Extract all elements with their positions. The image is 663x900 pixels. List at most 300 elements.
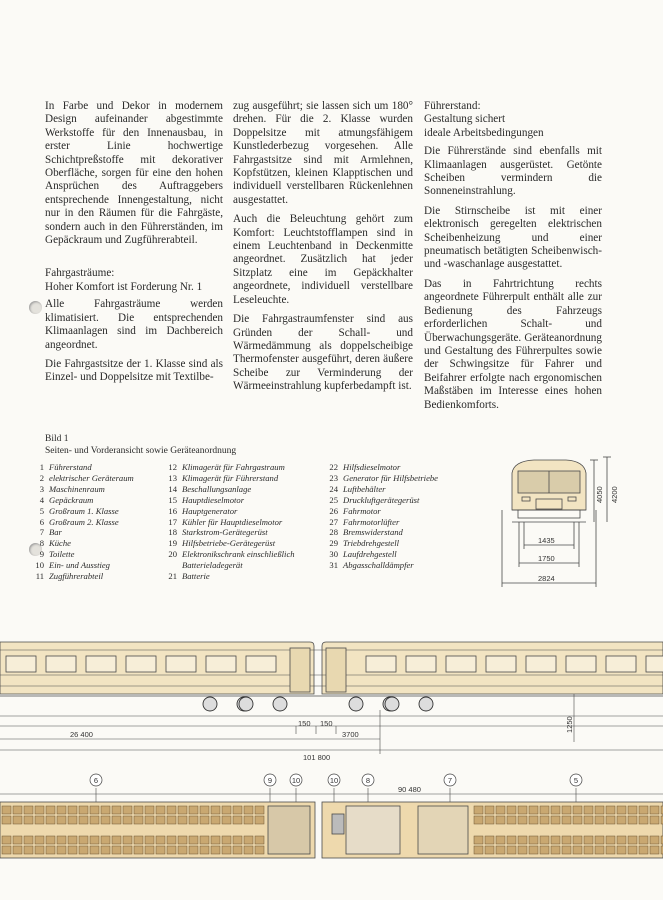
seat bbox=[189, 806, 198, 814]
seat bbox=[507, 806, 516, 814]
seat bbox=[90, 846, 99, 854]
seat bbox=[529, 806, 538, 814]
legend-text: Abgasschalldämpfer bbox=[343, 560, 414, 571]
seat bbox=[595, 846, 604, 854]
seat bbox=[211, 806, 220, 814]
legend-item bbox=[30, 571, 134, 582]
seat bbox=[35, 806, 44, 814]
seat bbox=[79, 836, 88, 844]
paragraph: Die Stirnscheibe ist mit einer elektronisch geregelten elektrischen Scheibenheizung und einer pneumatisch betätigten Scheibenwisch- und -waschanlage ausgestattet. bbox=[424, 204, 602, 271]
seat bbox=[507, 816, 516, 824]
seat bbox=[167, 846, 176, 854]
seat bbox=[200, 806, 209, 814]
seat bbox=[529, 816, 538, 824]
legend-item bbox=[324, 484, 438, 495]
legend-item bbox=[163, 462, 295, 473]
legend-number: 1 bbox=[39, 462, 44, 472]
legend-text: Kühler für Hauptdieselmotor bbox=[182, 516, 283, 527]
legend-item bbox=[30, 517, 134, 528]
legend-number: 4 bbox=[39, 494, 44, 505]
legend-item bbox=[30, 473, 134, 484]
seat bbox=[57, 836, 66, 844]
car-window bbox=[446, 656, 476, 672]
legend-item bbox=[30, 549, 134, 560]
legend-text: Beschallungsanlage bbox=[182, 483, 252, 494]
seat bbox=[595, 836, 604, 844]
seat bbox=[628, 806, 637, 814]
heading-line: Gestaltung sichert bbox=[424, 113, 506, 126]
legend-text: Ein- und Ausstieg bbox=[49, 560, 110, 571]
legend-item bbox=[30, 462, 134, 473]
seat bbox=[13, 836, 22, 844]
seat bbox=[68, 836, 77, 844]
legend-item bbox=[30, 484, 134, 495]
paragraph: Die Führerstände sind ebenfalls mit Klimaanlagen ausgerüstet. Getönte Scheiben vermindern die Sonneneinstrahlung. bbox=[424, 145, 602, 198]
seat bbox=[639, 806, 648, 814]
seat bbox=[35, 846, 44, 854]
seat bbox=[134, 836, 143, 844]
seat bbox=[200, 816, 209, 824]
legend-item bbox=[324, 527, 438, 538]
bogie-wheel bbox=[419, 697, 433, 711]
seat bbox=[540, 836, 549, 844]
legend-text: Großraum 2. Klasse bbox=[49, 516, 119, 527]
seat bbox=[68, 806, 77, 814]
seat bbox=[474, 846, 483, 854]
seat bbox=[167, 816, 176, 824]
heading-line: Hoher Komfort ist Forderung Nr. 1 bbox=[45, 280, 203, 293]
dim-label: 1435 bbox=[538, 536, 555, 545]
seat bbox=[573, 806, 582, 814]
car-window bbox=[46, 656, 76, 672]
text-column-1 bbox=[45, 100, 223, 391]
seat bbox=[112, 846, 121, 854]
dim-label: 1250 bbox=[565, 716, 574, 733]
seat bbox=[13, 806, 22, 814]
seat bbox=[101, 806, 110, 814]
seat bbox=[485, 806, 494, 814]
seat bbox=[134, 806, 143, 814]
legend-number: 25 bbox=[329, 494, 338, 505]
seat bbox=[134, 846, 143, 854]
legend-text: Bar bbox=[49, 527, 62, 538]
figure-caption-text: Seiten- und Vorderansicht sowie Geräteanordnung bbox=[45, 446, 237, 456]
seat bbox=[584, 836, 593, 844]
legend-item bbox=[30, 527, 134, 538]
seat bbox=[507, 836, 516, 844]
seat bbox=[101, 816, 110, 824]
seat bbox=[595, 816, 604, 824]
bogie-wheel bbox=[273, 697, 287, 711]
dim-label: 150 bbox=[320, 719, 333, 728]
seat bbox=[46, 846, 55, 854]
callout-number: 8 bbox=[365, 776, 371, 785]
seat bbox=[617, 806, 626, 814]
seat bbox=[584, 816, 593, 824]
seat bbox=[507, 846, 516, 854]
seat bbox=[79, 806, 88, 814]
legend-text: Hauptdieselmotor bbox=[182, 494, 245, 505]
legend-number: 18 bbox=[168, 527, 177, 538]
heading-line: Führerstand: bbox=[424, 100, 481, 112]
legend-number: 21 bbox=[168, 571, 177, 582]
seat bbox=[200, 836, 209, 844]
legend-number: 19 bbox=[168, 538, 177, 549]
legend-text: Hilfsdieselmotor bbox=[343, 462, 401, 472]
dim-label: 90 480 bbox=[398, 785, 421, 794]
legend-item bbox=[163, 495, 295, 506]
seat bbox=[79, 846, 88, 854]
seat bbox=[562, 806, 571, 814]
legend-text: Triebdrehgestell bbox=[343, 538, 400, 549]
seat bbox=[650, 836, 659, 844]
seat bbox=[540, 846, 549, 854]
seat bbox=[101, 846, 110, 854]
seat bbox=[551, 846, 560, 854]
legend-item bbox=[163, 484, 295, 495]
seat bbox=[518, 816, 527, 824]
seat bbox=[2, 846, 11, 854]
seat bbox=[222, 816, 231, 824]
seat bbox=[496, 806, 505, 814]
seat bbox=[145, 846, 154, 854]
legend-item bbox=[30, 495, 134, 506]
plan-view-drawing bbox=[0, 772, 663, 900]
seat bbox=[573, 846, 582, 854]
seat bbox=[540, 806, 549, 814]
legend-text: Starkstrom-Gerätegerüst bbox=[182, 527, 268, 538]
seat bbox=[178, 806, 187, 814]
dim-label: 4050 bbox=[595, 486, 604, 503]
seat bbox=[551, 836, 560, 844]
dim-label: 2824 bbox=[538, 574, 555, 583]
paragraph: zug ausgeführt; sie lassen sich um 180° drehen. Für die 2. Klasse wurden Doppelsitze mit atmungsfähigem Kunstlederbezug vorgesehen. Alle Fahrgastsitze sind mit Armlehnen, Kopfstützen, kleinen Klapptischen und individuell verstellbaren Rückenlehnen ausgestattet. bbox=[233, 100, 413, 206]
seat bbox=[474, 806, 483, 814]
legend-text: Fahrmotorlüfter bbox=[343, 516, 400, 527]
seat bbox=[485, 816, 494, 824]
car-window bbox=[246, 656, 276, 672]
seat bbox=[595, 806, 604, 814]
seat bbox=[222, 806, 231, 814]
seat bbox=[255, 846, 264, 854]
seat bbox=[13, 816, 22, 824]
bogie-wheel bbox=[203, 697, 217, 711]
seat bbox=[540, 816, 549, 824]
car-window bbox=[366, 656, 396, 672]
seat bbox=[2, 816, 11, 824]
seat bbox=[529, 836, 538, 844]
legend-number: 16 bbox=[168, 505, 177, 516]
legend-text: Batterieladegerät bbox=[182, 560, 243, 571]
legend-number: 27 bbox=[329, 516, 338, 527]
seat bbox=[617, 816, 626, 824]
legend-text: Bremswiderstand bbox=[343, 527, 403, 538]
seat bbox=[167, 836, 176, 844]
legend-number: 29 bbox=[329, 538, 338, 549]
car-window bbox=[566, 656, 596, 672]
seat bbox=[606, 816, 615, 824]
car-window bbox=[166, 656, 196, 672]
legend-text: Generator für Hilfsbetriebe bbox=[343, 472, 438, 483]
car-window bbox=[526, 656, 556, 672]
seat bbox=[24, 816, 33, 824]
seat bbox=[628, 836, 637, 844]
seat bbox=[562, 816, 571, 824]
legend-item bbox=[324, 473, 438, 484]
figure-label: Bild 1 bbox=[45, 434, 69, 444]
legend-text: Großraum 1. Klasse bbox=[49, 505, 119, 516]
seat bbox=[244, 806, 253, 814]
seat bbox=[233, 806, 242, 814]
seat bbox=[244, 816, 253, 824]
seat bbox=[156, 806, 165, 814]
car-window bbox=[206, 656, 236, 672]
car-window bbox=[646, 656, 663, 672]
seat bbox=[255, 806, 264, 814]
paragraph: Die Fahrgastsitze der 1. Klasse sind als Einzel- und Doppelsitze mit Textilbe- bbox=[45, 357, 223, 384]
seat bbox=[24, 836, 33, 844]
text-column-3 bbox=[424, 100, 602, 418]
seat bbox=[90, 836, 99, 844]
seat bbox=[112, 816, 121, 824]
seat bbox=[178, 816, 187, 824]
seat bbox=[123, 846, 132, 854]
legend-item bbox=[324, 506, 438, 517]
legend-number: 10 bbox=[35, 560, 44, 571]
seat bbox=[518, 806, 527, 814]
legend-text: Hauptgenerator bbox=[182, 505, 238, 516]
legend-number: 6 bbox=[39, 516, 44, 527]
legend-text: Batterie bbox=[182, 571, 210, 582]
seat bbox=[606, 836, 615, 844]
seat bbox=[233, 816, 242, 824]
seat bbox=[189, 846, 198, 854]
legend-text: Klimagerät für Führerstand bbox=[182, 472, 279, 483]
seat bbox=[650, 846, 659, 854]
seat bbox=[13, 846, 22, 854]
dim-label: 101 800 bbox=[303, 753, 331, 762]
legend-number: 23 bbox=[329, 472, 338, 483]
legend-item bbox=[163, 473, 295, 484]
callout-number: 10 bbox=[329, 776, 339, 785]
seat bbox=[244, 836, 253, 844]
seat bbox=[485, 846, 494, 854]
legend-number: 9 bbox=[39, 549, 44, 560]
seat bbox=[639, 816, 648, 824]
legend-number: 20 bbox=[168, 549, 177, 560]
seat bbox=[211, 846, 220, 854]
seat bbox=[628, 816, 637, 824]
legend-text: Fahrmotor bbox=[343, 505, 381, 516]
legend-item bbox=[163, 527, 295, 538]
seat bbox=[178, 846, 187, 854]
seat bbox=[496, 846, 505, 854]
legend-text: Hilfsbetriebe-Gerätegerüst bbox=[182, 538, 276, 549]
legend-text: Maschinenraum bbox=[49, 483, 105, 494]
side-view-drawing bbox=[0, 630, 663, 765]
legend-text: Küche bbox=[49, 538, 71, 549]
seat bbox=[222, 836, 231, 844]
legend-number: 17 bbox=[168, 516, 177, 527]
seat bbox=[90, 816, 99, 824]
legend-item bbox=[324, 495, 438, 506]
seat bbox=[123, 816, 132, 824]
legend-number: 31 bbox=[329, 560, 338, 571]
seat bbox=[145, 806, 154, 814]
seat bbox=[189, 836, 198, 844]
seat bbox=[57, 816, 66, 824]
seat bbox=[551, 816, 560, 824]
dim-label: 3700 bbox=[342, 730, 359, 739]
paragraph: Auch die Beleuchtung gehört zum Komfort: Leuchtstofflampen sind in einem Leuchtenband in Deckenmitte angeordnet. Zusätzlich hat jeder Sitzplatz eine im Gepäckhalter angeordnete, individuell verstellbare Leseleuchte. bbox=[233, 213, 413, 306]
seat bbox=[79, 816, 88, 824]
seat bbox=[156, 846, 165, 854]
legend-number: 5 bbox=[39, 505, 44, 516]
seat bbox=[46, 816, 55, 824]
callout-number: 7 bbox=[447, 776, 453, 785]
seat bbox=[178, 836, 187, 844]
seat bbox=[496, 836, 505, 844]
dim-label: 4200 bbox=[610, 486, 619, 503]
seat bbox=[68, 846, 77, 854]
paragraph: Die Fahrgastraumfenster sind aus Gründen der Schall- und Wärmedämmung als doppelscheibige Thermofenster ausgeführt, deren äußere Scheibe zur Verminderung der Wärmeeinstrahlung kupferbedampft ist. bbox=[233, 313, 413, 393]
legend-item bbox=[163, 506, 295, 517]
legend-number: 24 bbox=[329, 483, 338, 494]
seat bbox=[35, 816, 44, 824]
heading-line: ideale Arbeitsbedingungen bbox=[424, 126, 544, 139]
seat bbox=[518, 836, 527, 844]
legend-item bbox=[324, 462, 438, 473]
legend-text: elektrischer Geräteraum bbox=[49, 472, 134, 483]
legend-number: 2 bbox=[39, 472, 44, 483]
seat bbox=[255, 836, 264, 844]
legend-item bbox=[324, 538, 438, 549]
seat bbox=[650, 816, 659, 824]
seat bbox=[628, 846, 637, 854]
legend-item bbox=[163, 538, 295, 549]
legend-text: Laufdrehgestell bbox=[343, 549, 397, 560]
seat bbox=[24, 806, 33, 814]
seat bbox=[617, 846, 626, 854]
seat bbox=[2, 806, 11, 814]
legend-number: 26 bbox=[329, 505, 338, 516]
legend-text: Druckluftgerätegerüst bbox=[343, 494, 420, 505]
legend-text: Luftbehälter bbox=[343, 483, 386, 494]
seat bbox=[90, 806, 99, 814]
callout-number: 9 bbox=[267, 776, 273, 785]
car-window bbox=[126, 656, 156, 672]
legend-number: 30 bbox=[329, 549, 338, 560]
dim-label: 1750 bbox=[538, 554, 555, 563]
seat bbox=[167, 806, 176, 814]
car-window bbox=[606, 656, 636, 672]
seat bbox=[68, 816, 77, 824]
seat bbox=[606, 806, 615, 814]
seat bbox=[156, 816, 165, 824]
seat bbox=[46, 806, 55, 814]
legend-item bbox=[324, 560, 438, 571]
seat bbox=[2, 836, 11, 844]
legend-column-1 bbox=[30, 462, 134, 582]
legend-number: 22 bbox=[329, 462, 338, 472]
callout-number: 6 bbox=[93, 776, 99, 785]
car-window bbox=[6, 656, 36, 672]
seat bbox=[211, 816, 220, 824]
paragraph: Alle Fahrgasträume werden klimatisiert. Die entsprechenden Klimaanlagen sind im Dachbereich angeordnet. bbox=[45, 298, 223, 351]
callout-number: 5 bbox=[573, 776, 579, 785]
seat bbox=[518, 846, 527, 854]
seat bbox=[57, 846, 66, 854]
seat bbox=[584, 846, 593, 854]
legend-item bbox=[163, 571, 295, 582]
figure-caption bbox=[45, 433, 236, 457]
legend-column-3 bbox=[324, 462, 438, 571]
seat bbox=[650, 806, 659, 814]
legend-text: Gepäckraum bbox=[49, 494, 94, 505]
legend-number: 3 bbox=[39, 483, 44, 494]
seat bbox=[551, 806, 560, 814]
seat bbox=[233, 836, 242, 844]
seat bbox=[222, 846, 231, 854]
seat bbox=[112, 836, 121, 844]
seat bbox=[57, 806, 66, 814]
seat bbox=[145, 836, 154, 844]
seat bbox=[255, 816, 264, 824]
legend-number: 28 bbox=[329, 527, 338, 538]
seat bbox=[562, 836, 571, 844]
legend-number: 15 bbox=[168, 494, 177, 505]
legend-text: Führerstand bbox=[49, 462, 92, 472]
callout-number: 10 bbox=[291, 776, 301, 785]
seat bbox=[573, 836, 582, 844]
bogie-wheel bbox=[239, 697, 253, 711]
seat bbox=[496, 816, 505, 824]
car-window bbox=[86, 656, 116, 672]
seat bbox=[112, 806, 121, 814]
punch-hole-top bbox=[29, 301, 42, 314]
legend-item bbox=[163, 560, 295, 571]
seat bbox=[211, 836, 220, 844]
seat bbox=[200, 846, 209, 854]
legend-text: Klimagerät für Fahrgastraum bbox=[182, 462, 285, 472]
seat bbox=[573, 816, 582, 824]
legend-number: 12 bbox=[168, 462, 177, 472]
legend-text: Elektronikschrank einschließlich bbox=[182, 549, 295, 560]
legend-item bbox=[163, 517, 295, 528]
heading-line: Fahrgasträume: bbox=[45, 267, 115, 280]
legend-item bbox=[30, 538, 134, 549]
car-window bbox=[486, 656, 516, 672]
seat bbox=[485, 836, 494, 844]
legend-item bbox=[324, 549, 438, 560]
legend-number: 11 bbox=[35, 571, 44, 582]
bogie-wheel bbox=[349, 697, 363, 711]
legend-number: 7 bbox=[39, 527, 44, 538]
seat bbox=[606, 846, 615, 854]
seat bbox=[233, 846, 242, 854]
legend-number: 8 bbox=[39, 538, 44, 549]
seat bbox=[101, 836, 110, 844]
seat bbox=[156, 836, 165, 844]
seat bbox=[639, 836, 648, 844]
seat bbox=[529, 846, 538, 854]
legend-column-2 bbox=[163, 462, 295, 582]
legend-item bbox=[30, 560, 134, 571]
seat bbox=[46, 836, 55, 844]
seat bbox=[134, 816, 143, 824]
section-heading bbox=[424, 100, 602, 140]
text-column-2 bbox=[233, 100, 413, 400]
